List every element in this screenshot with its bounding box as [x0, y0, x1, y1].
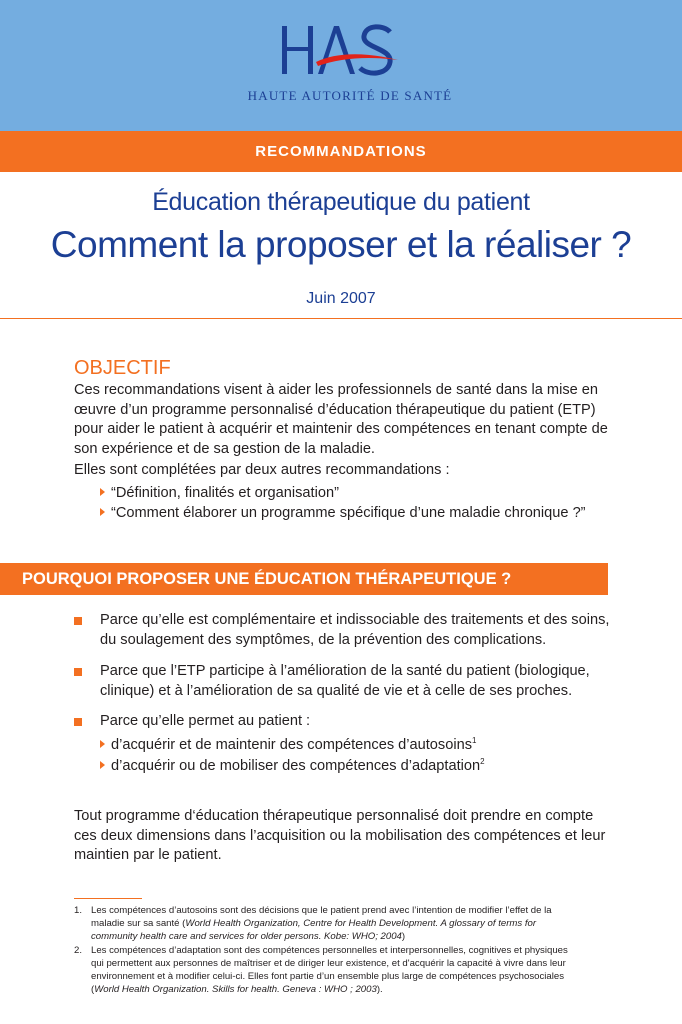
paragraph-line: Tout programme d‘éducation thérapeutique personnalisé doit prendre en compte	[74, 808, 594, 824]
footnote-citation: World Health Organization, Centre for Health Development. A glossary of terms for	[185, 918, 537, 929]
list-item-text: “Comment élaborer un programme spécifique d’une maladie chronique ?”	[111, 505, 586, 521]
footnote-number: 1.	[74, 905, 83, 916]
reason-line: du soulagement des symptômes, de la prévention des complications.	[100, 631, 547, 648]
footnote-line: maladie sur sa santé (	[91, 918, 186, 929]
square-bullet-icon	[74, 617, 82, 625]
footnote	[74, 904, 622, 943]
reason-line: Parce qu’elle est complémentaire et indissociable des traitements et des soins,	[100, 612, 610, 628]
footnote-line: qui permettent aux personnes de maîtriser et de diriger leur existence, et d'acquérir la capacité à vivre dans leur	[91, 958, 566, 969]
list-item	[100, 484, 339, 504]
footnote-line: ).	[376, 984, 383, 995]
footnote-line: environnement et à modifier celui-ci. Elles font partie d’un ensemble plus large de compétences psychosociales	[91, 971, 565, 982]
header-banner	[0, 0, 682, 131]
paragraph-line: son expérience et de sa gestion de la maladie.	[74, 440, 375, 457]
divider	[0, 318, 682, 319]
list-item	[100, 736, 476, 756]
list-item-text: d’acquérir et de maintenir des compétences d’autosoins	[111, 737, 472, 753]
reason-line: Parce qu’elle permet au patient :	[100, 713, 311, 729]
paragraph-line: maintien par le patient.	[74, 847, 222, 863]
list-item	[100, 504, 586, 524]
reason-line: clinique) et à l’amélioration de sa qualité de vie et à celle de ses proches.	[100, 682, 573, 699]
footnote	[74, 944, 622, 996]
footnote-text	[91, 904, 622, 943]
square-bullet-icon	[74, 668, 82, 676]
publication-date: Juin 2007	[306, 290, 376, 307]
reason-item	[100, 611, 620, 650]
list-item-text: “Définition, finalités et organisation”	[111, 485, 339, 501]
recommandations-band: RECOMMANDATIONS	[0, 131, 682, 172]
footnote-line: )	[401, 931, 406, 942]
footnote-citation: World Health Organization. Skills for health. Geneva : WHO ; 2003	[94, 984, 377, 995]
triangle-bullet-icon	[100, 488, 105, 496]
conclusion-paragraph	[74, 807, 614, 866]
footnote-line: Les compétences d’autosoins sont des décisions que le patient prend avec l’intention de modifier l’effet de la	[91, 905, 552, 916]
reason-line: Parce que l’ETP participe à l’amélioration de la santé du patient (biologique,	[100, 663, 590, 679]
footnote-ref: 1	[472, 736, 477, 746]
footnote-line: (	[91, 984, 95, 995]
paragraph-line: ces deux dimensions dans l’acquisition ou la mobilisation des compétences et leur	[74, 827, 606, 844]
list-item-text: d’acquérir ou de mobiliser des compétences d’adaptation	[111, 758, 481, 774]
footnote-ref: 2	[480, 757, 485, 767]
pourquoi-heading: POURQUOI PROPOSER UNE ÉDUCATION THÉRAPEUTIQUE ?	[0, 563, 608, 595]
footnote-citation: community health care and services for older persons. Kobe: WHO; 2004	[91, 931, 402, 942]
objectif-heading: OBJECTIF	[74, 357, 171, 379]
has-logo	[280, 22, 400, 82]
paragraph-line: œuvre d’un programme personnalisé d’éducation thérapeutique du patient (ETP)	[74, 401, 596, 418]
triangle-bullet-icon	[100, 740, 105, 748]
triangle-bullet-icon	[100, 761, 105, 769]
objectif-intro: Elles sont complétées par deux autres recommandations :	[74, 462, 450, 478]
objectif-paragraph	[74, 381, 614, 459]
reason-item	[100, 662, 620, 701]
logo-text: HAUTE AUTORITÉ DE SANTÉ	[247, 88, 453, 103]
footnote-text	[91, 944, 622, 996]
list-item	[100, 757, 485, 777]
footnote-number: 2.	[74, 945, 83, 956]
triangle-bullet-icon	[100, 508, 105, 516]
square-bullet-icon	[74, 718, 82, 726]
paragraph-line: Ces recommandations visent à aider les professionnels de santé dans la mise en	[74, 382, 599, 398]
reason-item	[100, 712, 620, 732]
footnote-line: Les compétences d’adaptation sont des compétences personnelles et interpersonnelles, cognitives et physiques	[91, 945, 568, 956]
paragraph-line: pour aider le patient à acquérir et maintenir des compétences en tenant compte de	[74, 421, 608, 437]
document-title: Comment la proposer et la réaliser ?	[50, 224, 632, 265]
footnote-divider	[74, 898, 142, 899]
document-subtitle: Éducation thérapeutique du patient	[152, 188, 530, 216]
